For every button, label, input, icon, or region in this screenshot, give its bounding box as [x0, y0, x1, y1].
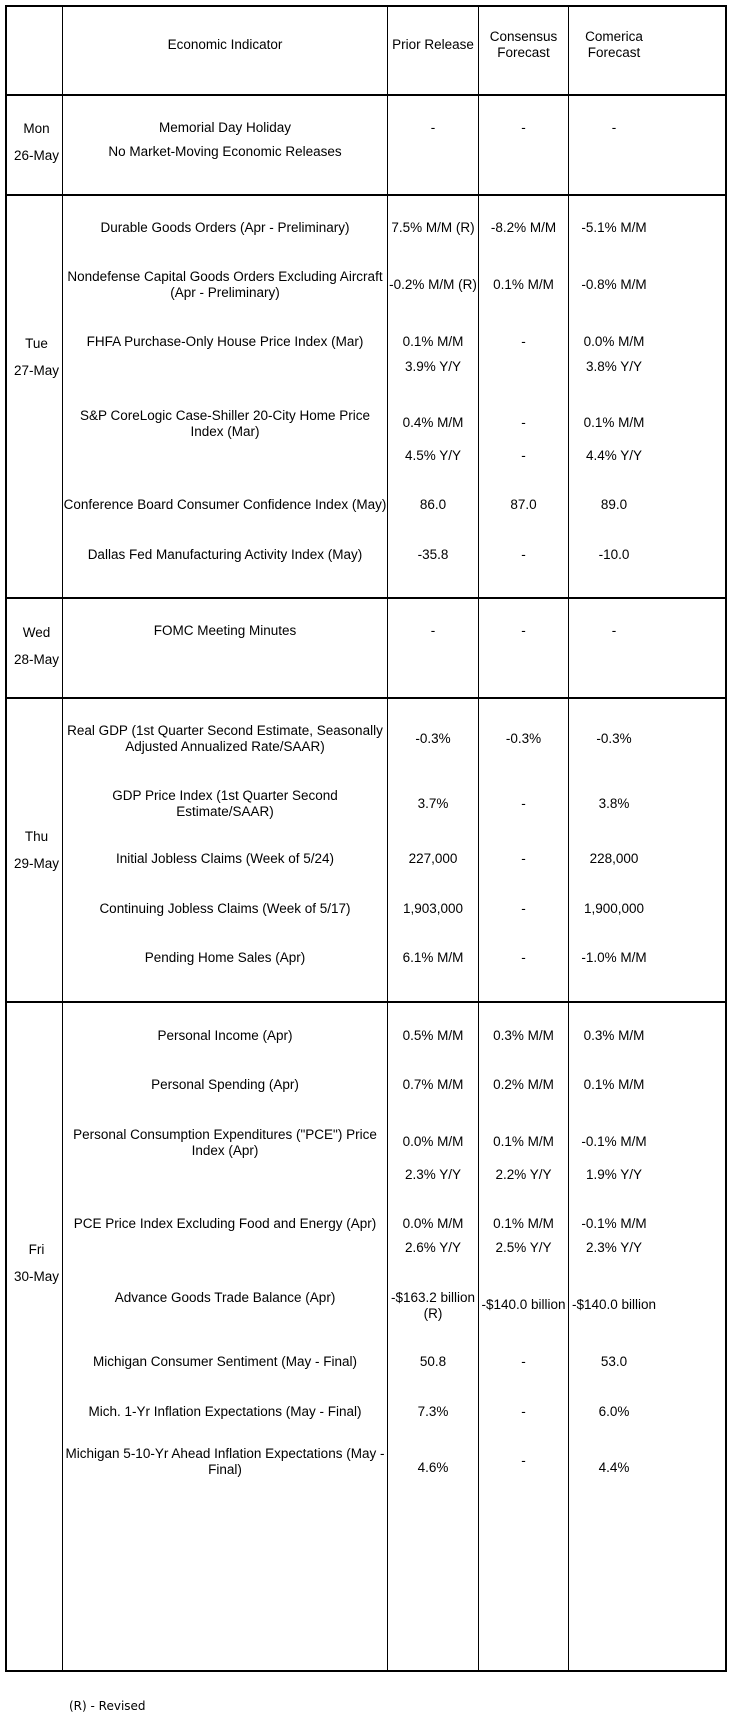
prior-value: -: [430, 623, 436, 638]
day-date: 27-May: [13, 363, 59, 378]
comerica-value: -0.3%: [596, 731, 632, 746]
consensus-value: 0.1% M/M: [493, 277, 554, 292]
header-indicator: Economic Indicator: [167, 37, 283, 52]
prior-value: -0.2% M/M (R): [389, 277, 477, 292]
prior-value: 0.4% M/M: [402, 415, 464, 430]
comerica-value: 2.3% Y/Y: [585, 1240, 643, 1255]
indicator-name: Continuing Jobless Claims (Week of 5/17): [99, 901, 351, 916]
day-date: 28-May: [13, 652, 59, 667]
comerica-value: -5.1% M/M: [581, 220, 647, 235]
day-date: 30-May: [13, 1269, 59, 1284]
comerica-value: 89.0: [600, 497, 628, 512]
comerica-value: 53.0: [600, 1354, 628, 1369]
consensus-value: 0.1% M/M: [493, 1134, 554, 1149]
indicator-name: Personal Spending (Apr): [151, 1077, 299, 1092]
indicator-name: Nondefense Capital Goods Orders Excluding Aircraft (Apr - Preliminary): [67, 269, 383, 300]
consensus-value: 2.2% Y/Y: [495, 1167, 552, 1182]
row-divider: [5, 194, 727, 196]
indicator-name: Pending Home Sales (Apr): [144, 950, 306, 965]
comerica-value: -0.1% M/M: [581, 1216, 647, 1231]
consensus-value: 2.5% Y/Y: [495, 1240, 552, 1255]
prior-value: 0.5% M/M: [402, 1028, 464, 1043]
prior-value: 2.6% Y/Y: [404, 1240, 462, 1255]
prior-value: 7.3%: [417, 1404, 449, 1419]
comerica-value: 0.0% M/M: [583, 334, 645, 349]
prior-value: 0.0% M/M: [402, 1134, 464, 1149]
header-prior-release: Prior Release: [392, 37, 474, 52]
prior-value: 50.8: [419, 1354, 447, 1369]
comerica-value: -$140.0 billion: [571, 1297, 657, 1312]
prior-value: 4.5% Y/Y: [404, 448, 462, 463]
consensus-value: -$140.0 billion: [481, 1297, 566, 1312]
consensus-value: -: [521, 448, 526, 463]
comerica-value: 1,900,000: [583, 901, 645, 916]
consensus-value: -: [521, 120, 526, 135]
prior-value: -$163.2 billion (R): [390, 1290, 476, 1321]
header-consensus-2: Forecast: [497, 45, 550, 60]
row-divider: [5, 1001, 727, 1003]
comerica-column-divider: [568, 5, 569, 1672]
prior-value: 3.7%: [417, 796, 449, 811]
consensus-value: -0.3%: [505, 731, 542, 746]
table-border: [5, 5, 727, 1672]
prior-value: -: [430, 120, 436, 135]
day-of-week: Thu: [24, 829, 49, 844]
prior-value: 0.1% M/M: [402, 334, 464, 349]
day-of-week: Tue: [25, 336, 48, 351]
consensus-value: 87.0: [510, 497, 537, 512]
consensus-value: -: [521, 1404, 526, 1419]
day-date: 26-May: [13, 148, 59, 163]
day-date: 29-May: [13, 856, 59, 871]
indicator-name: Conference Board Consumer Confidence Index (May): [63, 497, 387, 512]
indicator-name: Dallas Fed Manufacturing Activity Index (May): [87, 547, 363, 562]
consensus-value: -: [521, 623, 526, 638]
economic-calendar-table: [5, 5, 727, 1672]
indicator-name: Durable Goods Orders (Apr - Preliminary): [100, 220, 350, 235]
consensus-value: -: [521, 796, 526, 811]
prior-value: 1,903,000: [402, 901, 464, 916]
consensus-column-divider: [478, 5, 479, 1672]
comerica-value: -1.0% M/M: [581, 950, 647, 965]
prior-value: 227,000: [408, 851, 458, 866]
footnote-revised: (R) - Revised: [69, 1699, 146, 1713]
comerica-value: -: [611, 120, 617, 135]
consensus-value: -8.2% M/M: [490, 220, 557, 235]
day-label-fri: [5, 1236, 68, 1290]
consensus-value: -: [521, 1354, 526, 1369]
prior-value: 6.1% M/M: [402, 950, 464, 965]
indicator-name: FOMC Meeting Minutes: [153, 623, 297, 638]
consensus-value: 0.1% M/M: [493, 1216, 554, 1231]
day-label-mon: [5, 115, 68, 169]
row-divider: [5, 697, 727, 699]
prior-value: 0.0% M/M: [402, 1216, 464, 1231]
comerica-value: 6.0%: [598, 1404, 630, 1419]
indicator-name: Memorial Day Holiday: [158, 120, 292, 135]
consensus-value: -: [521, 1453, 526, 1468]
comerica-value: 0.1% M/M: [583, 415, 645, 430]
comerica-value: -: [611, 623, 617, 638]
header-consensus: Consensus: [489, 29, 558, 44]
consensus-value: 0.2% M/M: [493, 1077, 554, 1092]
prior-value: -35.8: [417, 547, 449, 562]
comerica-value: 1.9% Y/Y: [585, 1167, 643, 1182]
indicator-name: GDP Price Index (1st Quarter Second Estimate/SAAR): [112, 788, 338, 819]
indicator-name: Personal Consumption Expenditures ("PCE") Price Index (Apr): [73, 1127, 377, 1158]
indicator-name: Michigan Consumer Sentiment (May - Final): [92, 1354, 358, 1369]
consensus-value: -: [521, 901, 526, 916]
consensus-value: 0.3% M/M: [493, 1028, 554, 1043]
day-label-tue: [5, 330, 68, 384]
prior-value: 4.6%: [417, 1460, 449, 1475]
header-comerica-2: Forecast: [587, 45, 641, 60]
prior-value: 2.3% Y/Y: [404, 1167, 462, 1182]
day-label-wed: [5, 619, 68, 673]
comerica-value: 4.4%: [598, 1460, 630, 1475]
comerica-value: 0.1% M/M: [583, 1077, 645, 1092]
indicator-name: Initial Jobless Claims (Week of 5/24): [115, 851, 335, 866]
consensus-value: -: [521, 334, 526, 349]
day-of-week: Wed: [22, 625, 51, 640]
prior-value: 7.5% M/M (R): [391, 220, 475, 235]
consensus-value: -: [521, 851, 526, 866]
comerica-value: -0.8% M/M: [581, 277, 647, 292]
prior-value: 0.7% M/M: [402, 1077, 464, 1092]
prior-value: 3.9% Y/Y: [404, 359, 462, 374]
indicator-name: PCE Price Index Excluding Food and Energy (Apr): [73, 1216, 377, 1231]
indicator-name: S&P CoreLogic Case-Shiller 20-City Home Price Index (Mar): [79, 408, 371, 439]
consensus-value: -: [521, 547, 526, 562]
indicator-name: FHFA Purchase-Only House Price Index (Mar): [86, 334, 364, 349]
prior-column-divider: [387, 5, 388, 1672]
day-of-week: Mon: [23, 121, 50, 136]
comerica-value: 4.4% Y/Y: [585, 448, 643, 463]
indicator-name: Mich. 1-Yr Inflation Expectations (May - Final): [88, 1404, 362, 1419]
indicator-name: Real GDP (1st Quarter Second Estimate, Seasonally Adjusted Annualized Rate/SAAR): [67, 723, 383, 754]
prior-value: 86.0: [419, 497, 447, 512]
comerica-value: 228,000: [589, 851, 639, 866]
day-of-week: Fri: [28, 1242, 45, 1257]
comerica-value: -10.0: [598, 547, 630, 562]
header-comerica: Comerica: [585, 29, 643, 44]
row-divider: [5, 597, 727, 599]
consensus-value: -: [521, 950, 526, 965]
comerica-value: 3.8% Y/Y: [585, 359, 643, 374]
indicator-name: Michigan 5-10-Yr Ahead Inflation Expectations (May - Final): [65, 1446, 385, 1477]
indicator-name: Personal Income (Apr): [157, 1028, 293, 1043]
comerica-value: 0.3% M/M: [583, 1028, 645, 1043]
day-label-thu: [5, 823, 68, 877]
indicator-name: Advance Goods Trade Balance (Apr): [114, 1290, 336, 1305]
indicator-name: No Market-Moving Economic Releases: [108, 144, 342, 159]
comerica-value: -0.1% M/M: [581, 1134, 647, 1149]
consensus-value: -: [521, 415, 526, 430]
row-divider: [5, 94, 727, 96]
comerica-value: 3.8%: [598, 796, 630, 811]
prior-value: -0.3%: [415, 731, 451, 746]
